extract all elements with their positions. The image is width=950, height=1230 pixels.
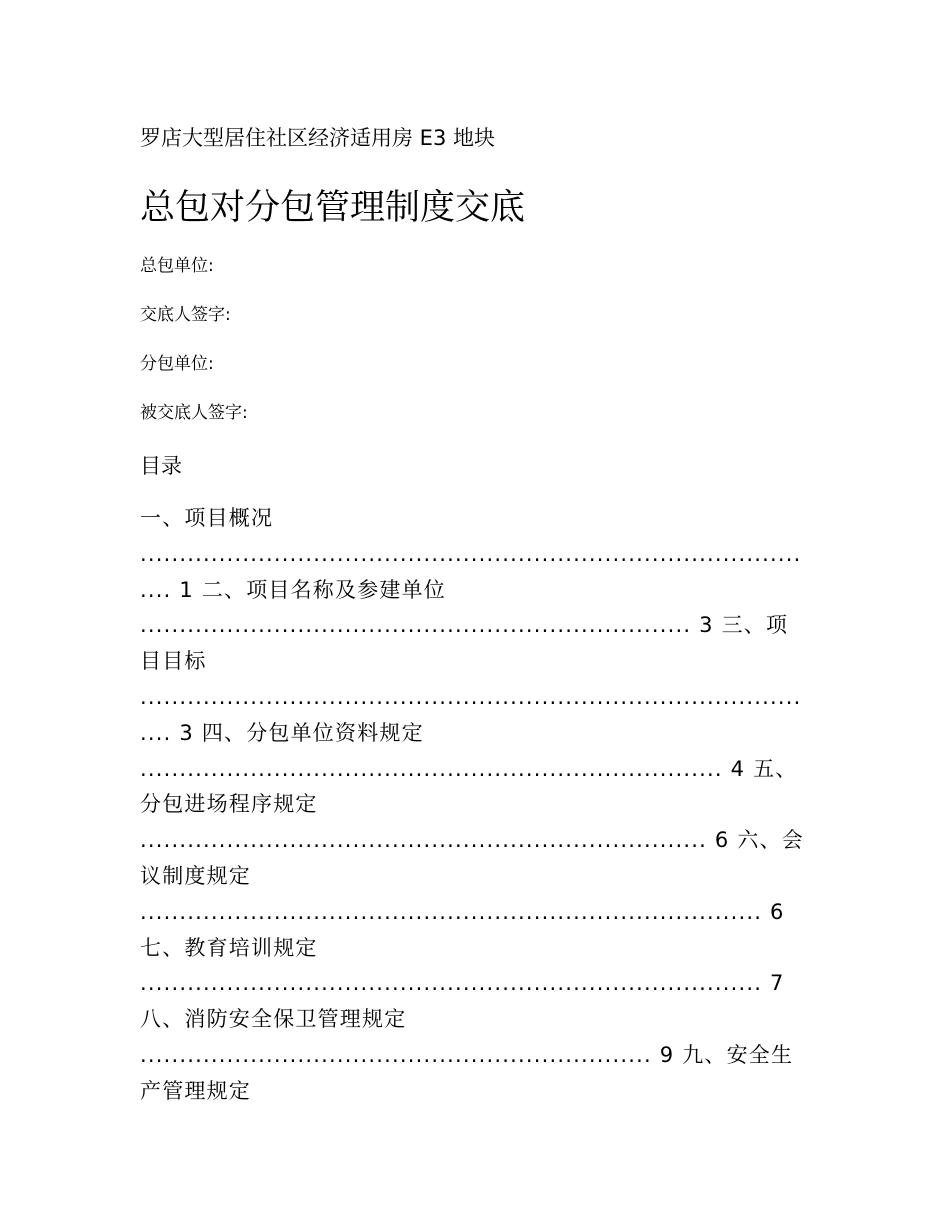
project-subtitle: 罗店大型居住社区经济适用房 E3 地块 [140,126,495,150]
field-briefer-signature: 交底人签字: [140,305,231,325]
document-title: 总包对分包管理制度交底 [140,188,526,228]
field-briefed-signature: 被交底人签字: [140,403,248,423]
field-general-contractor: 总包单位: [140,256,214,276]
table-of-contents: 一、项目概况 ........................................................................................ 1 二、项目名称及参建单位 ...................................................................... 3 三、项目目标 ........................................................................................ 3 四、分包单位资料规定 .......................................................................... 4 五、分包进场程序规定 ........................................................................ 6 六、会议制度规定 ............................................................................... 6 七、教育培训规定 ............................................................................... 7 八、消防安全保卫管理规定 ................................................................. 9 九、安全生产管理规定 [140,506,804,1103]
field-subcontractor: 分包单位: [140,354,214,374]
toc-heading: 目录 [140,454,182,478]
document-page [140,0,805,1230]
